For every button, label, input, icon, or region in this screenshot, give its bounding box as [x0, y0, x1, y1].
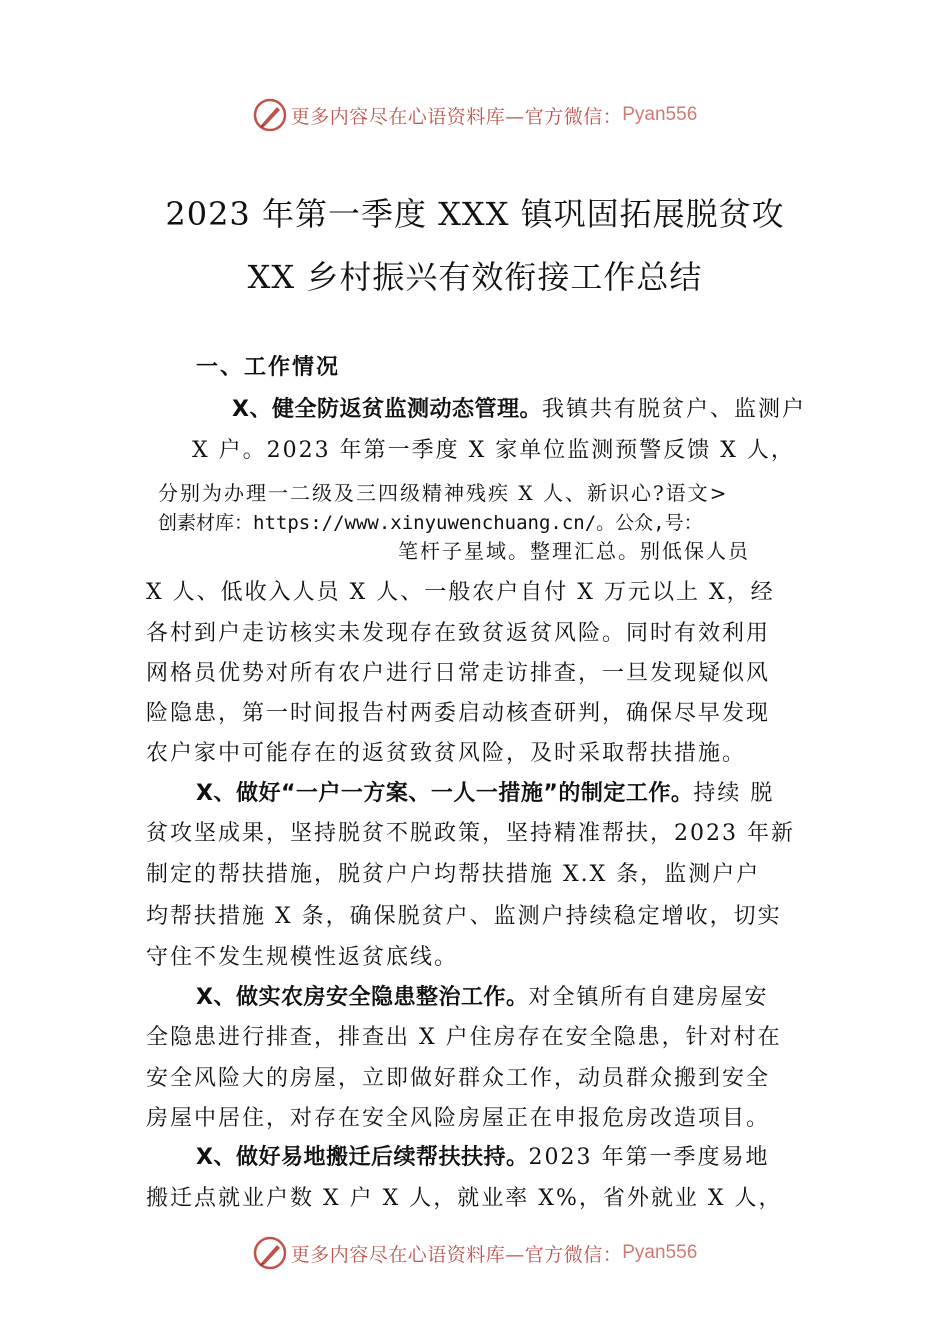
paragraph-2-lead: X、做好“一户一方案、一人一措施”的制定工作。: [196, 781, 694, 806]
paragraph-2-line-3: 制定的帮扶措施，脱贫户户均帮扶措施 X.X 条，监测户户: [146, 862, 761, 887]
watermark-banner-top: [0, 93, 950, 137]
paragraph-1-line-8: 网格员优势对所有农户进行日常走访排查，一旦发现疑似风: [146, 661, 771, 686]
watermark-text: 更多内容尽在心语资料库—官方微信：: [290, 105, 623, 128]
paragraph-1-line-2: X 户。2023 年第一季度 X 家单位监测预警反馈 X 人，: [192, 438, 795, 463]
paragraph-4-line-1: X、做好易地搬迁后续帮扶扶持。2023 年第一季度易地: [196, 1145, 770, 1170]
paragraph-3-line-3: 安全风险大的房屋，立即做好群众工作，动员群众搬到安全: [146, 1066, 771, 1091]
paragraph-1-line-10: 农户家中可能存在的返贫致贫风险，及时采取帮扶措施。: [146, 741, 747, 766]
pen-logo-icon: [253, 98, 287, 132]
paragraph-3-lead: X、做实农房安全隐患整治工作。: [196, 985, 529, 1010]
paragraph-2-line-1: X、做好“一户一方案、一人一措施”的制定工作。持续 脱: [196, 781, 775, 806]
paragraph-3-line-1: X、做实农房安全隐患整治工作。对全镇所有自建房屋安: [196, 985, 769, 1010]
pen-logo-icon: [253, 1236, 287, 1270]
paragraph-1-line-6: X 人、低收入人员 X 人、一般农户自付 X 万元以上 X，经: [146, 580, 775, 605]
watermark-text: 更多内容尽在心语资料库—官方微信：: [290, 1243, 623, 1266]
watermark-wechat: Pyan556: [622, 104, 698, 125]
paragraph-1-line-1: X、健全防返贫监测动态管理。我镇共有脱贫户、监测户: [232, 397, 806, 422]
paragraph-1-line-7: 各村到户走访核实未发现存在致贫返贫风险。同时有效利用: [146, 621, 771, 646]
paragraph-4-line-2: 搬迁点就业户数 X 户 X 人，就业率 X%，省外就业 X 人，: [146, 1186, 783, 1211]
paragraph-1-line-4: 创素材库：https://www.xinyuwenchuang.cn/。公众,号：: [158, 512, 703, 534]
paragraph-2-line-4: 均帮扶措施 X 条，确保脱贫户、监测户持续稳定增收，切实: [146, 904, 782, 929]
paragraph-4-lead: X、做好易地搬迁后续帮扶扶持。: [196, 1145, 529, 1170]
document-title-line1: 2023 年第一季度 XXX 镇巩固拓展脱贫攻: [165, 195, 785, 233]
paragraph-3-line-4: 房屋中居住，对存在安全风险房屋正在申报危房改造项目。: [146, 1106, 771, 1131]
paragraph-2-line-5: 守住不发生规模性返贫底线。: [146, 945, 459, 970]
watermark-wechat: Pyan556: [622, 1242, 698, 1263]
paragraph-1-line-5: 笔杆子星域。整理汇总。别低保人员: [398, 539, 750, 563]
section-heading: 一、工作情况: [196, 355, 341, 380]
watermark-banner-bottom: [0, 1231, 950, 1275]
document-title-line2: XX 乡村振兴有效衔接工作总结: [247, 258, 703, 296]
paragraph-2-line-2: 贫攻坚成果，坚持脱贫不脱政策，坚持精准帮扶，2023 年新: [146, 821, 795, 846]
paragraph-3-line-2: 全隐患进行排查，排查出 X 户住房存在安全隐患，针对村在: [146, 1025, 782, 1050]
paragraph-1-line-3: 分别为办理一二级及三四级精神残疾 X 人、新识心?语文>: [158, 481, 729, 505]
paragraph-1-lead: X、健全防返贫监测动态管理。: [232, 397, 542, 422]
paragraph-1-line-9: 险隐患，第一时间报告村两委启动核查研判，确保尽早发现: [146, 701, 771, 726]
